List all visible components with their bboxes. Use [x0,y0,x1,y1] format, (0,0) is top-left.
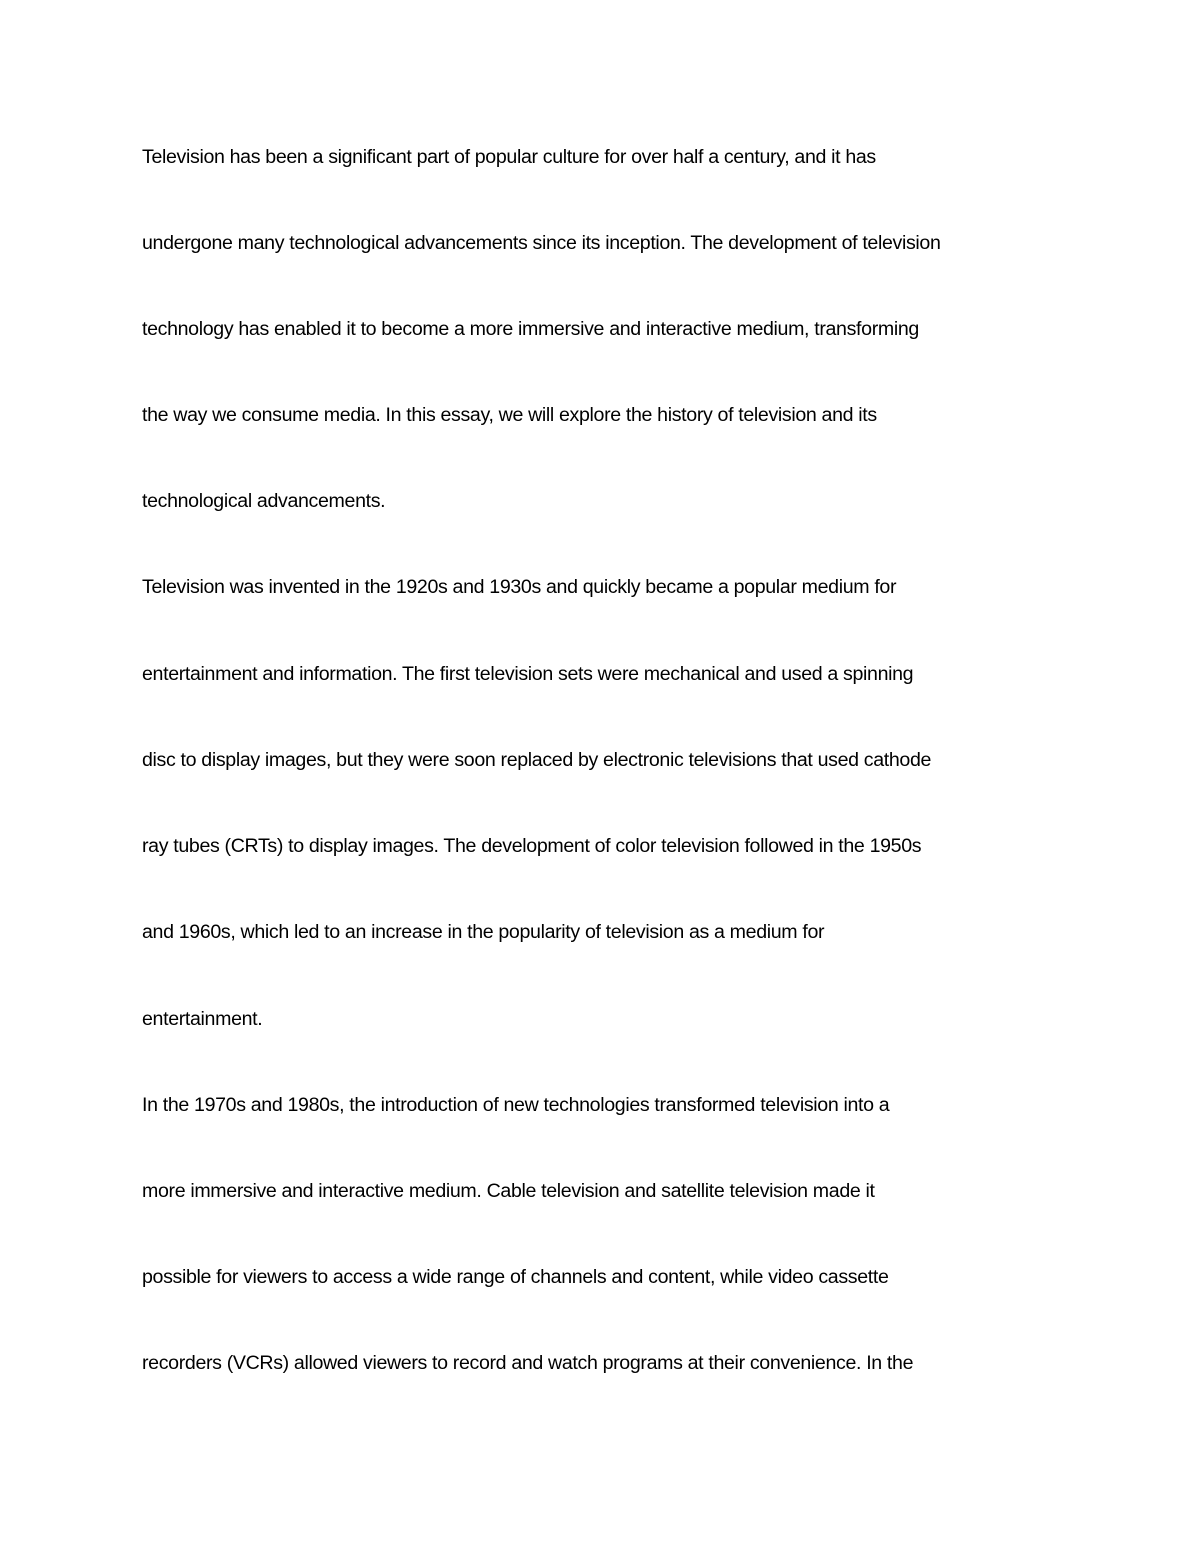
text-line: undergone many technological advancements since its inception. The development of television [142,232,941,254]
text-line: technology has enabled it to become a more immersive and interactive medium, transforming [142,318,919,340]
text-line: technological advancements. [142,490,386,512]
text-line: more immersive and interactive medium. Cable television and satellite television made it [142,1180,875,1202]
text-line: Television was invented in the 1920s and 1930s and quickly became a popular medium for [142,576,897,598]
text-line: disc to display images, but they were soon replaced by electronic televisions that used cathode [142,749,932,771]
text-line: entertainment and information. The first television sets were mechanical and used a spinning [142,663,914,685]
text-line: ray tubes (CRTs) to display images. The development of color television followed in the 1950s [142,835,922,857]
text-line: and 1960s, which led to an increase in the popularity of television as a medium for [142,921,825,943]
text-line: In the 1970s and 1980s, the introduction of new technologies transformed television into a [142,1094,890,1116]
text-line: entertainment. [142,1008,263,1030]
text-line: possible for viewers to access a wide range of channels and content, while video cassette [142,1266,889,1288]
text-line: Television has been a significant part of popular culture for over half a century, and it has [142,146,876,168]
text-line: the way we consume media. In this essay, we will explore the history of television and its [142,404,877,426]
text-line: recorders (VCRs) allowed viewers to record and watch programs at their convenience. In the [142,1352,914,1374]
